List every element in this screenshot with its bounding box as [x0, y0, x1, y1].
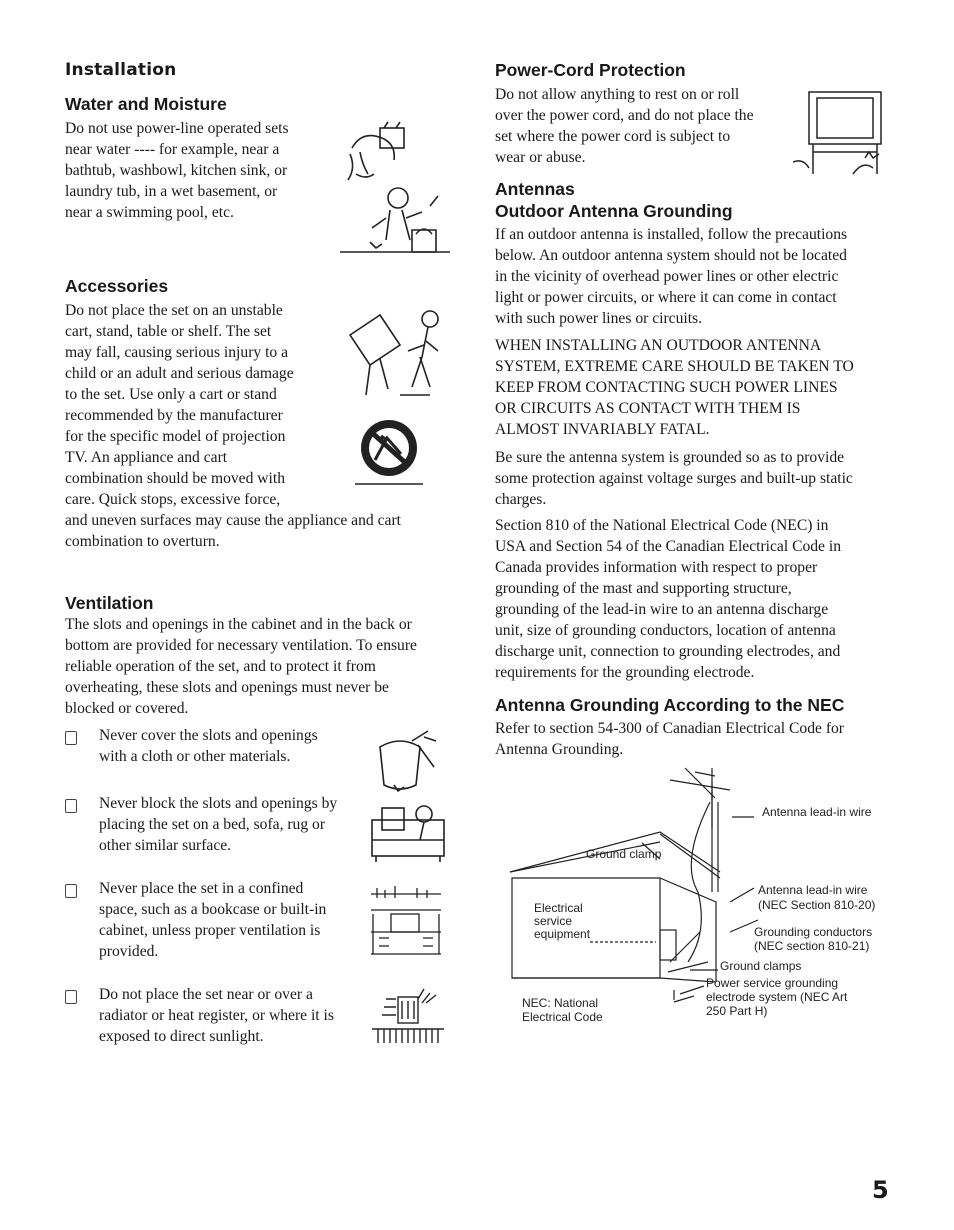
label-power-service-1: Power service grounding [706, 976, 839, 990]
bullet-checkbox-icon [65, 799, 77, 813]
label-power-service-3: 250 Part H) [706, 1004, 768, 1018]
bullet-checkbox-icon [65, 884, 77, 898]
label-electrical-1: Electrical [534, 901, 583, 915]
covered-set-illustration [372, 727, 442, 793]
ventilation-bullet-4: Do not place the set near or over a radiator or heat register, or where it is exposed to direct sunlight. [99, 986, 334, 1045]
label-nec-1: NEC: National [522, 996, 599, 1010]
ventilation-text: The slots and openings in the cabinet and in the back or bottom are provided for necessary ventilation. To ensure reliable operation of the set, and to protect it from overheating, these slots and openings must never be blocked or covered. [65, 616, 417, 717]
accessories-heading: Accessories [65, 276, 169, 296]
radiator-sunlight-illustration [372, 985, 452, 1045]
bullet-checkbox-icon [65, 731, 77, 745]
water-hazard-illustration [330, 118, 460, 258]
ventilation-heading: Ventilation [65, 593, 154, 613]
power-cord-text: Do not allow anything to rest on or roll over the power cord, and do not place the set where the power cord is subject to wear or abuse. [495, 86, 754, 166]
power-cord-heading: Power-Cord Protection [495, 60, 686, 80]
bullet-checkbox-icon [65, 990, 77, 1004]
power-cord-tv-illustration [793, 88, 893, 180]
accessories-text: Do not place the set on an unstable cart, stand, table or shelf. The set may fall, causing serious injury to a child or an adult and serious damage to the set. Use only a cart or stand recommended by the manufacturer for the specific model of projection TV. An appliance and cart combination should be moved with care. Quick stops, excessive force, and uneven surfaces may cause the appliance and cart combination to overturn. [65, 302, 401, 550]
label-power-service-2: electrode system (NEC Art [706, 990, 848, 1004]
cart-tipping-warning-icon [355, 416, 425, 488]
falling-cart-illustration [340, 305, 450, 405]
antenna-para-3: Be sure the antenna system is grounded so as to provide some protection against voltage surges and built-up static charges. [495, 449, 853, 508]
ventilation-bullet-3: Never place the set in a confined space, such as a bookcase or built-in cabinet, unless proper ventilation is provided. [99, 880, 327, 960]
ventilation-bullet-1: Never cover the slots and openings with a cloth or other materials. [99, 727, 318, 765]
set-on-bed-illustration [368, 800, 448, 862]
label-antenna-leadin-1: Antenna lead-in wire [758, 883, 868, 897]
antenna-grounding-diagram [500, 762, 900, 1032]
water-moisture-text: Do not use power-line operated sets near water ---- for example, near a bathtub, washbowl, kitchen sink, or laundry tub, in a wet basement, or near a swimming pool, etc. [65, 120, 289, 221]
nec-grounding-heading: Antenna Grounding According to the NEC [495, 695, 845, 715]
ventilation-bullet-2: Never block the slots and openings by placing the set on a bed, sofa, rug or other similar surface. [99, 795, 338, 854]
label-electrical-2: service [534, 914, 573, 928]
installation-heading: Installation [65, 60, 177, 80]
label-ground-clamps: Ground clamps [720, 959, 802, 973]
water-moisture-heading: Water and Moisture [65, 94, 227, 114]
label-antenna-leadin-top: Antenna lead-in wire [762, 805, 872, 819]
nec-grounding-text: Refer to section 54-300 of Canadian Electrical Code for Antenna Grounding. [495, 720, 845, 758]
label-grounding-conductors-2: (NEC section 810-21) [754, 939, 870, 953]
label-nec-2: Electrical Code [522, 1010, 603, 1024]
page-number: 5 [872, 1176, 889, 1204]
antenna-para-4: Section 810 of the National Electrical Code (NEC) in USA and Section 54 of the Canadian Electrical Code in Canada provides information with respect to proper grounding of the mast and supporting structure, grounding of the lead-in wire to an antenna discharge unit, size of grounding conductors, location of antenna discharge unit, connection to grounding electrodes, and requirements for the grounding electrode. [495, 517, 842, 681]
antenna-warning-text: WHEN INSTALLING AN OUTDOOR ANTENNA SYSTEM, EXTREME CARE SHOULD BE TAKEN TO KEEP FROM CONTACTING SUCH POWER LINES OR CIRCUITS AS CONTACT WITH THEM IS ALMOST INVARIABLY FATAL. [495, 337, 854, 438]
antenna-para-1: If an outdoor antenna is installed, follow the precautions below. An outdoor antenna system should not be located in the vicinity of overhead power lines or other electric light or power circuits, or where it can come in contact with such power lines or circuits. [495, 226, 848, 327]
bookcase-illustration [365, 884, 447, 960]
label-antenna-leadin-2: (NEC Section 810-20) [758, 898, 876, 912]
label-electrical-3: equipment [534, 927, 591, 941]
label-grounding-conductors-1: Grounding conductors [754, 925, 873, 939]
outdoor-antenna-grounding-heading: Outdoor Antenna Grounding [495, 201, 733, 221]
antennas-heading: Antennas [495, 179, 575, 199]
label-ground-clamp: Ground clamp [586, 847, 662, 861]
